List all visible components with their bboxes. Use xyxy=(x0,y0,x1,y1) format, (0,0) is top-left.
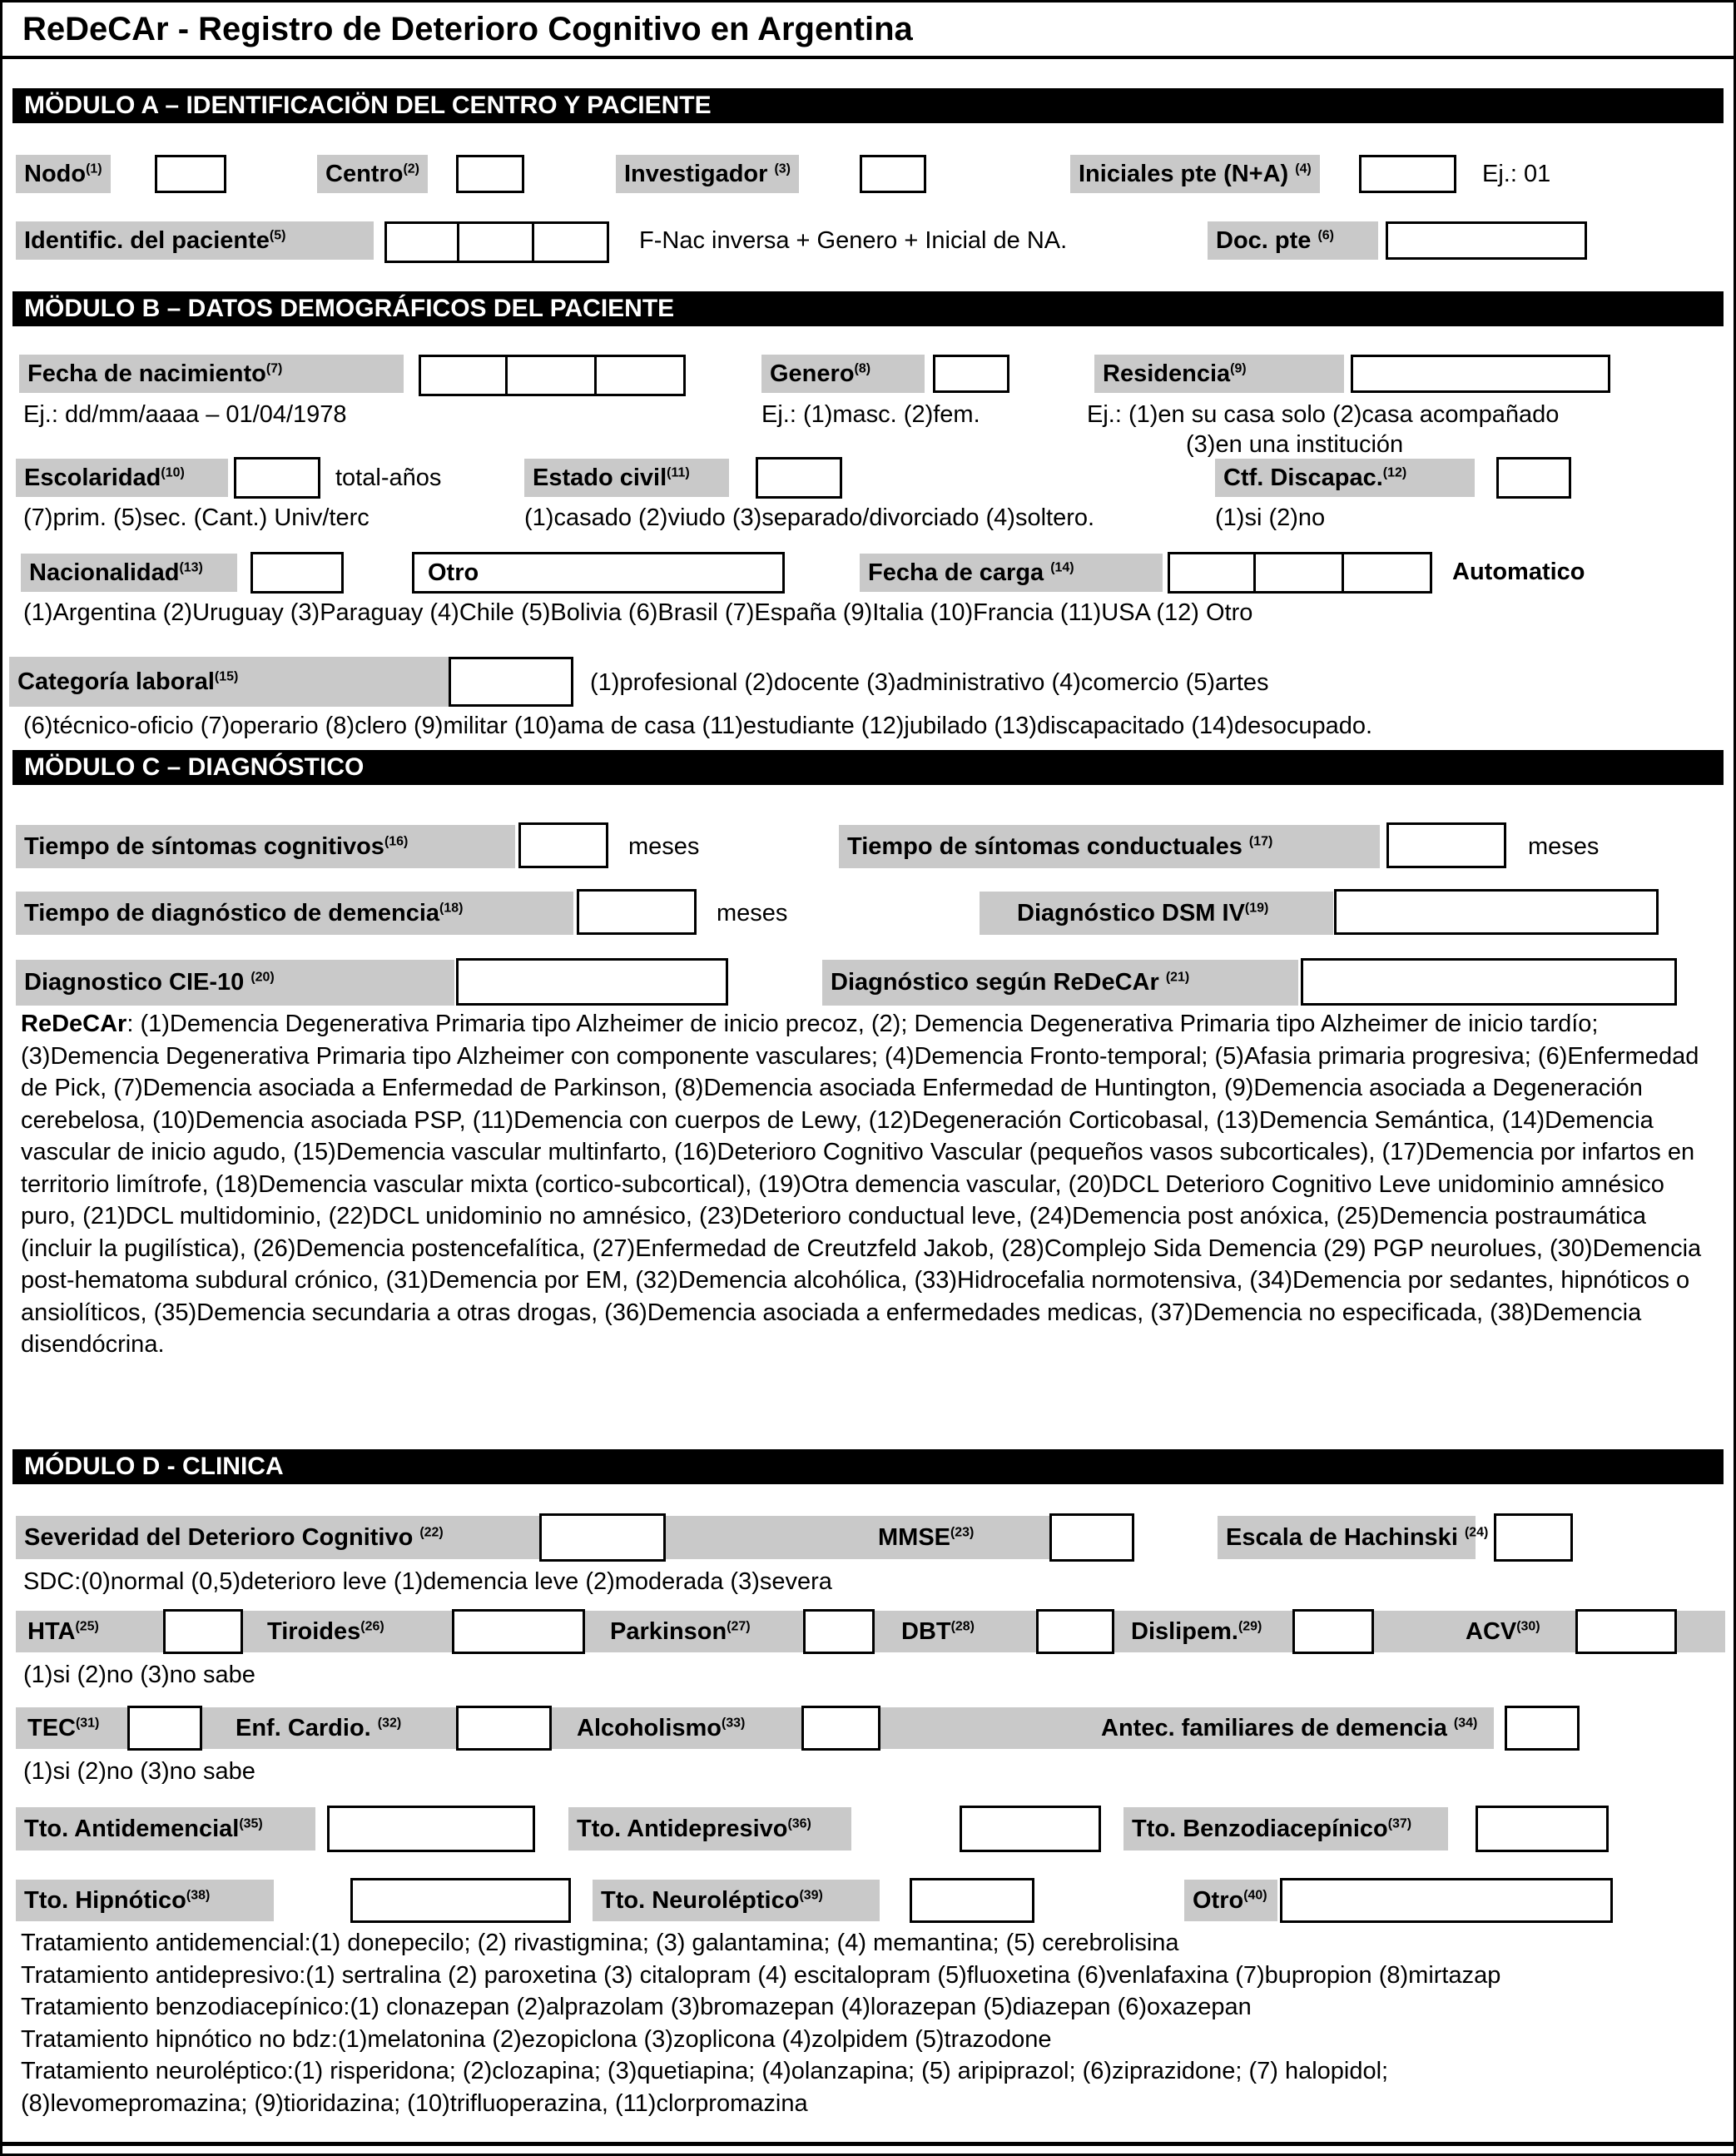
mmse-input-box[interactable] xyxy=(1049,1513,1134,1562)
tto-antidepresivo-input-box[interactable] xyxy=(960,1806,1101,1852)
identific-label: Identific. del paciente$^{(5)}$ xyxy=(16,221,374,260)
dsm-label: Diagnóstico DSM IV$^{(19)}$ xyxy=(980,892,1333,935)
title-divider xyxy=(2,56,1734,59)
nacionalidad-otro-input-box[interactable] xyxy=(412,552,785,594)
module-c-header: MÖDULO C – DIAGNÓSTICO xyxy=(12,750,1724,785)
nodo-input-box[interactable] xyxy=(155,155,226,193)
fecha-nac-input-cells[interactable] xyxy=(419,355,686,396)
centro-input-box[interactable] xyxy=(456,155,524,193)
alcoholismo-input-box[interactable] xyxy=(801,1706,880,1751)
diag-demencia-label: Tiempo de diagnóstico de demencia$^{(18)}$ xyxy=(16,892,573,935)
sintomas-conductuales-unit: meses xyxy=(1528,833,1600,860)
sintomas-cognitivos-label: Tiempo de síntomas cognitivos$^{(16)}$ xyxy=(16,825,515,868)
tto-benzo-input-box[interactable] xyxy=(1476,1806,1609,1852)
iniciales-example: Ej.: 01 xyxy=(1482,161,1551,187)
treatment-notes xyxy=(21,1927,1500,2119)
residencia-help: Ej.: (1)en su casa solo (2)casa acompañado xyxy=(1087,401,1560,428)
treatment-note-antidemencial: Tratamiento antidemencial:(1) donepecilo; (2) rivastigmina; (3) galantamina; (4) memantina; (5) cerebrolisina xyxy=(21,1930,1179,1956)
categoria-laboral-label: Categoría laboral$^{(15)}$ xyxy=(9,657,449,707)
acv-input-box[interactable] xyxy=(1575,1609,1677,1654)
severidad-label: Severidad del Deterioro Cognitivo $^{(22)}$ xyxy=(24,1524,444,1551)
tiroides-input-box[interactable] xyxy=(452,1609,585,1654)
treatment-note-hipnotico: Tratamiento hipnótico no bdz:(1)melatonina (2)ezopiclona (3)zoplicona (4)zolpidem (5)trazodone xyxy=(21,2025,1052,2053)
identific-note: F-Nac inversa + Genero + Inicial de NA. xyxy=(639,227,1068,254)
nacionalidad-input-box[interactable] xyxy=(250,552,344,594)
treatment-note-benzodiacepinico: Tratamiento benzodiacepínico:(1) clonazepan (2)alprazolam (3)bromazepan (4)lorazepan (5)diazepan (6)oxazepan xyxy=(21,1994,1252,2020)
iniciales-label: Iniciales pte (N+A) $^{(4)}$ xyxy=(1070,155,1320,193)
dbt-label: DBT$^{(28)}$ xyxy=(901,1618,975,1645)
tto-antidemencial-label: Tto. Antidemencial$^{(35)}$ xyxy=(16,1807,315,1850)
alcoholismo-label: Alcoholismo$^{(33)}$ xyxy=(577,1715,746,1741)
nodo-label: Nodo$^{(1)}$ xyxy=(16,155,111,193)
enf-cardio-label: Enf. Cardio. $^{(32)}$ xyxy=(236,1715,402,1741)
tiroides-label: Tiroides$^{(26)}$ xyxy=(267,1618,384,1645)
categoria-laboral-input-box[interactable] xyxy=(449,657,573,707)
estado-civil-label: Estado civil$^{(11)}$ xyxy=(524,459,729,497)
tto-hipnotico-label: Tto. Hipnótico$^{(38)}$ xyxy=(16,1880,274,1921)
treatment-note-neuroleptico-2: (8)levomepromazina; (9)tioridazina; (10)trifluoperazina, (11)clorpromazina xyxy=(21,2089,808,2117)
estado-civil-help: (1)casado (2)viudo (3)separado/divorciado (4)soltero. xyxy=(524,504,1095,531)
genero-input-box[interactable] xyxy=(933,355,1009,393)
hachinski-label: Escala de Hachinski $^{(24)}$ xyxy=(1218,1516,1476,1559)
centro-label: Centro$^{(2)}$ xyxy=(317,155,428,193)
sintomas-cognitivos-unit: meses xyxy=(628,833,700,860)
tto-antidepresivo-label: Tto. Antidepresivo$^{(36)}$ xyxy=(568,1807,851,1850)
hta-label: HTA$^{(25)}$ xyxy=(27,1618,99,1645)
sintomas-conductuales-input-box[interactable] xyxy=(1386,822,1506,868)
sintomas-conductuales-label: Tiempo de síntomas conductuales $^{(17)}$ xyxy=(839,825,1380,868)
redecar-diag-label: Diagnóstico según ReDeCAr $^{(21)}$ xyxy=(822,960,1298,1006)
docpte-label: Doc. pte $^{(6)}$ xyxy=(1208,221,1378,260)
categoria-laboral-options-1: (1)profesional (2)docente (3)administrativo (4)comercio (5)artes xyxy=(590,669,1269,696)
module-d-header: MÓDULO D - CLINICA xyxy=(12,1449,1724,1484)
treatment-note-antidepresivo: Tratamiento antidepresivo:(1) sertralina (2) paroxetina (3) citalopram (4) escitalopram (5)fluoxetina (6)venlafaxina (7)bupropion (8)mirtazap xyxy=(21,1961,1501,1989)
redecar-diag-input-box[interactable] xyxy=(1301,958,1677,1006)
tto-neuroleptico-label: Tto. Neuroléptico$^{(39)}$ xyxy=(593,1880,880,1921)
fecha-carga-input-cells[interactable] xyxy=(1168,552,1432,594)
categoria-laboral-options-2: (6)técnico-oficio (7)operario (8)clero (9)militar (10)ama de casa (11)estudiante (12)jubilado (13)discapacitado (14)desocupado. xyxy=(23,713,1373,739)
tto-neuroleptico-input-box[interactable] xyxy=(910,1878,1034,1923)
sintomas-cognitivos-input-box[interactable] xyxy=(518,822,608,868)
residencia-input-box[interactable] xyxy=(1351,355,1610,393)
escolaridad-label: Escolaridad$^{(10)}$ xyxy=(16,459,228,497)
parkinson-label: Parkinson$^{(27)}$ xyxy=(610,1618,751,1645)
tto-antidemencial-input-box[interactable] xyxy=(327,1806,535,1852)
diag-demencia-unit: meses xyxy=(717,900,788,926)
dislipem-label: Dislipem.$^{(29)}$ xyxy=(1131,1618,1262,1645)
dislipem-input-box[interactable] xyxy=(1292,1609,1374,1654)
bottom-divider xyxy=(2,2142,1734,2146)
fecha-carga-label: Fecha de carga $^{(14)}$ xyxy=(860,554,1163,592)
sdc-help: SDC:(0)normal (0,5)deterioro leve (1)demencia leve (2)moderada (3)severa xyxy=(23,1568,832,1595)
nacionalidad-otro-label: Otro xyxy=(428,559,479,586)
docpte-input-box[interactable] xyxy=(1386,221,1587,260)
investigador-input-box[interactable] xyxy=(860,155,926,193)
investigador-label: Investigador $^{(3)}$ xyxy=(616,155,799,193)
parkinson-input-box[interactable] xyxy=(803,1609,875,1654)
fecha-nac-label: Fecha de nacimiento$^{(7)}$ xyxy=(19,355,404,393)
severidad-input-box[interactable] xyxy=(539,1513,666,1562)
escolaridad-unit: total-años xyxy=(335,464,442,491)
tto-benzo-label: Tto. Benzodiacepínico$^{(37)}$ xyxy=(1123,1807,1448,1850)
residencia-help-2: (3)en una institución xyxy=(1186,431,1404,458)
cie10-label: Diagnostico CIE-10 $^{(20)}$ xyxy=(16,960,454,1006)
fecha-carga-note: Automatico xyxy=(1452,559,1585,585)
residencia-label: Residencia$^{(9)}$ xyxy=(1094,355,1344,393)
tto-hipnotico-input-box[interactable] xyxy=(350,1878,571,1923)
antecedentes-help: (1)si (2)no (3)no sabe xyxy=(23,1758,255,1785)
antec-fam-label: Antec. familiares de demencia $^{(34)}$ xyxy=(1101,1715,1478,1741)
identific-input-cells[interactable] xyxy=(384,221,609,263)
module-b-header: MÖDULO B – DATOS DEMOGRÁFICOS DEL PACIENTE xyxy=(12,291,1724,326)
fecha-nac-help: Ej.: dd/mm/aaaa – 01/04/1978 xyxy=(23,401,347,428)
enf-cardio-input-box[interactable] xyxy=(456,1706,552,1751)
hachinski-input-box[interactable] xyxy=(1494,1513,1573,1562)
otro-tto-label: Otro$^{(40)}$ xyxy=(1184,1880,1277,1921)
treatment-note-neuroleptico: Tratamiento neuroléptico:(1) risperidona; (2)clozapina; (3)quetiapina; (4)olanzapina; (5) aripiprazol; (6)ziprazidone; (7) halopidol; xyxy=(21,2058,1389,2084)
nacionalidad-label: Nacionalidad$^{(13)}$ xyxy=(21,554,237,592)
ctf-discapac-input-box[interactable] xyxy=(1496,457,1571,499)
dbt-input-box[interactable] xyxy=(1036,1609,1114,1654)
tec-label: TEC$^{(31)}$ xyxy=(27,1715,100,1741)
genero-help: Ej.: (1)masc. (2)fem. xyxy=(761,401,980,428)
ctf-discapac-help: (1)si (2)no xyxy=(1215,504,1326,531)
dsm-input-box[interactable] xyxy=(1334,889,1659,935)
ctf-discapac-label: Ctf. Discapac.$^{(12)}$ xyxy=(1215,459,1475,497)
hta-input-box[interactable] xyxy=(163,1609,243,1654)
module-a-header: MÖDULO A – IDENTIFICACIÖN DEL CENTRO Y PACIENTE xyxy=(12,88,1724,123)
escolaridad-help: (7)prim. (5)sec. (Cant.) Univ/terc xyxy=(23,504,370,531)
tec-input-box[interactable] xyxy=(127,1706,202,1751)
otro-tto-input-box[interactable] xyxy=(1280,1878,1613,1923)
acv-label: ACV$^{(30)}$ xyxy=(1466,1618,1540,1645)
redecar-codes-paragraph: ReDeCAr: (1)Demencia Degenerativa Primaria tipo Alzheimer de inicio precoz, (2); Demencia Degenerativa Primaria tipo Alzheimer de inicio tardío; (3)Demencia Degenerativa Primaria tipo Alzheimer con componente vasculares; (4)Demencia Fronto-temporal; (5)Afasia primaria progresiva; (6)Enfermedad de Pick, (7)Demencia asociada a Enfermedad de Parkinson, (8)Demencia asociada Enfermedad de Huntington, (9)Demencia asociada a Degeneración cerebelosa, (10)Demencia asociada PSP, (11)Demencia con cuerpos de Lewy, (12)Degeneración Corticobasal, (13)Demencia Semántica, (14)Demencia vascular de inicio agudo, (15)Demencia vascular multinfarto, (16)Deterioro Cognitivo Vascular (pequeños vasos subcorticales), (17)Demencia por infartos en territorio limítrofe, (18)Demencia vascular mixta (cortico-subcortical), (19)Otra demencia vascular, (20)DCL Deterioro Cognitivo Leve unidominio amnésico puro, (21)DCL multidominio, (22)DCL unidominio no amnésico, (23)Deterioro conductual leve, (24)Demencia post anóxica, (25)Demencia postraumática (incluir la pugilística), (26)Demencia postencefalítica, (27)Enfermedad de Creutzfeld Jakob, (28)Complejo Sida Demencia (29) PGP neurolues, (30)Demencia post-hematoma subdural crónico, (31)Demencia por EM, (32)Demencia alcohólica, (33)Hidrocefalia normotensiva, (34)Demencia por sedantes, hipnóticos o ansiolíticos, (35)Demencia secundaria a otras drogas, (36)Demencia asociada a enfermedades medicas, (37)Demencia no especificada, (38)Demencia disendócrina. xyxy=(21,1011,1702,1358)
antec-fam-input-box[interactable] xyxy=(1505,1706,1580,1751)
nacionalidad-help: (1)Argentina (2)Uruguay (3)Paraguay (4)Chile (5)Bolivia (6)Brasil (7)España (9)Italia (10)Francia (11)USA (12) Otro xyxy=(23,599,1253,626)
iniciales-input-box[interactable] xyxy=(1359,155,1456,193)
escolaridad-input-box[interactable] xyxy=(234,457,320,499)
estado-civil-input-box[interactable] xyxy=(756,457,842,499)
diag-demencia-input-box[interactable] xyxy=(577,889,697,935)
cie10-input-box[interactable] xyxy=(456,958,728,1006)
genero-label: Genero$^{(8)}$ xyxy=(761,355,925,393)
page-title: ReDeCAr - Registro de Deterioro Cognitivo en Argentina xyxy=(22,11,913,47)
mmse-label: MMSE$^{(23)}$ xyxy=(878,1524,975,1551)
risk-factors-help: (1)si (2)no (3)no sabe xyxy=(23,1662,255,1688)
